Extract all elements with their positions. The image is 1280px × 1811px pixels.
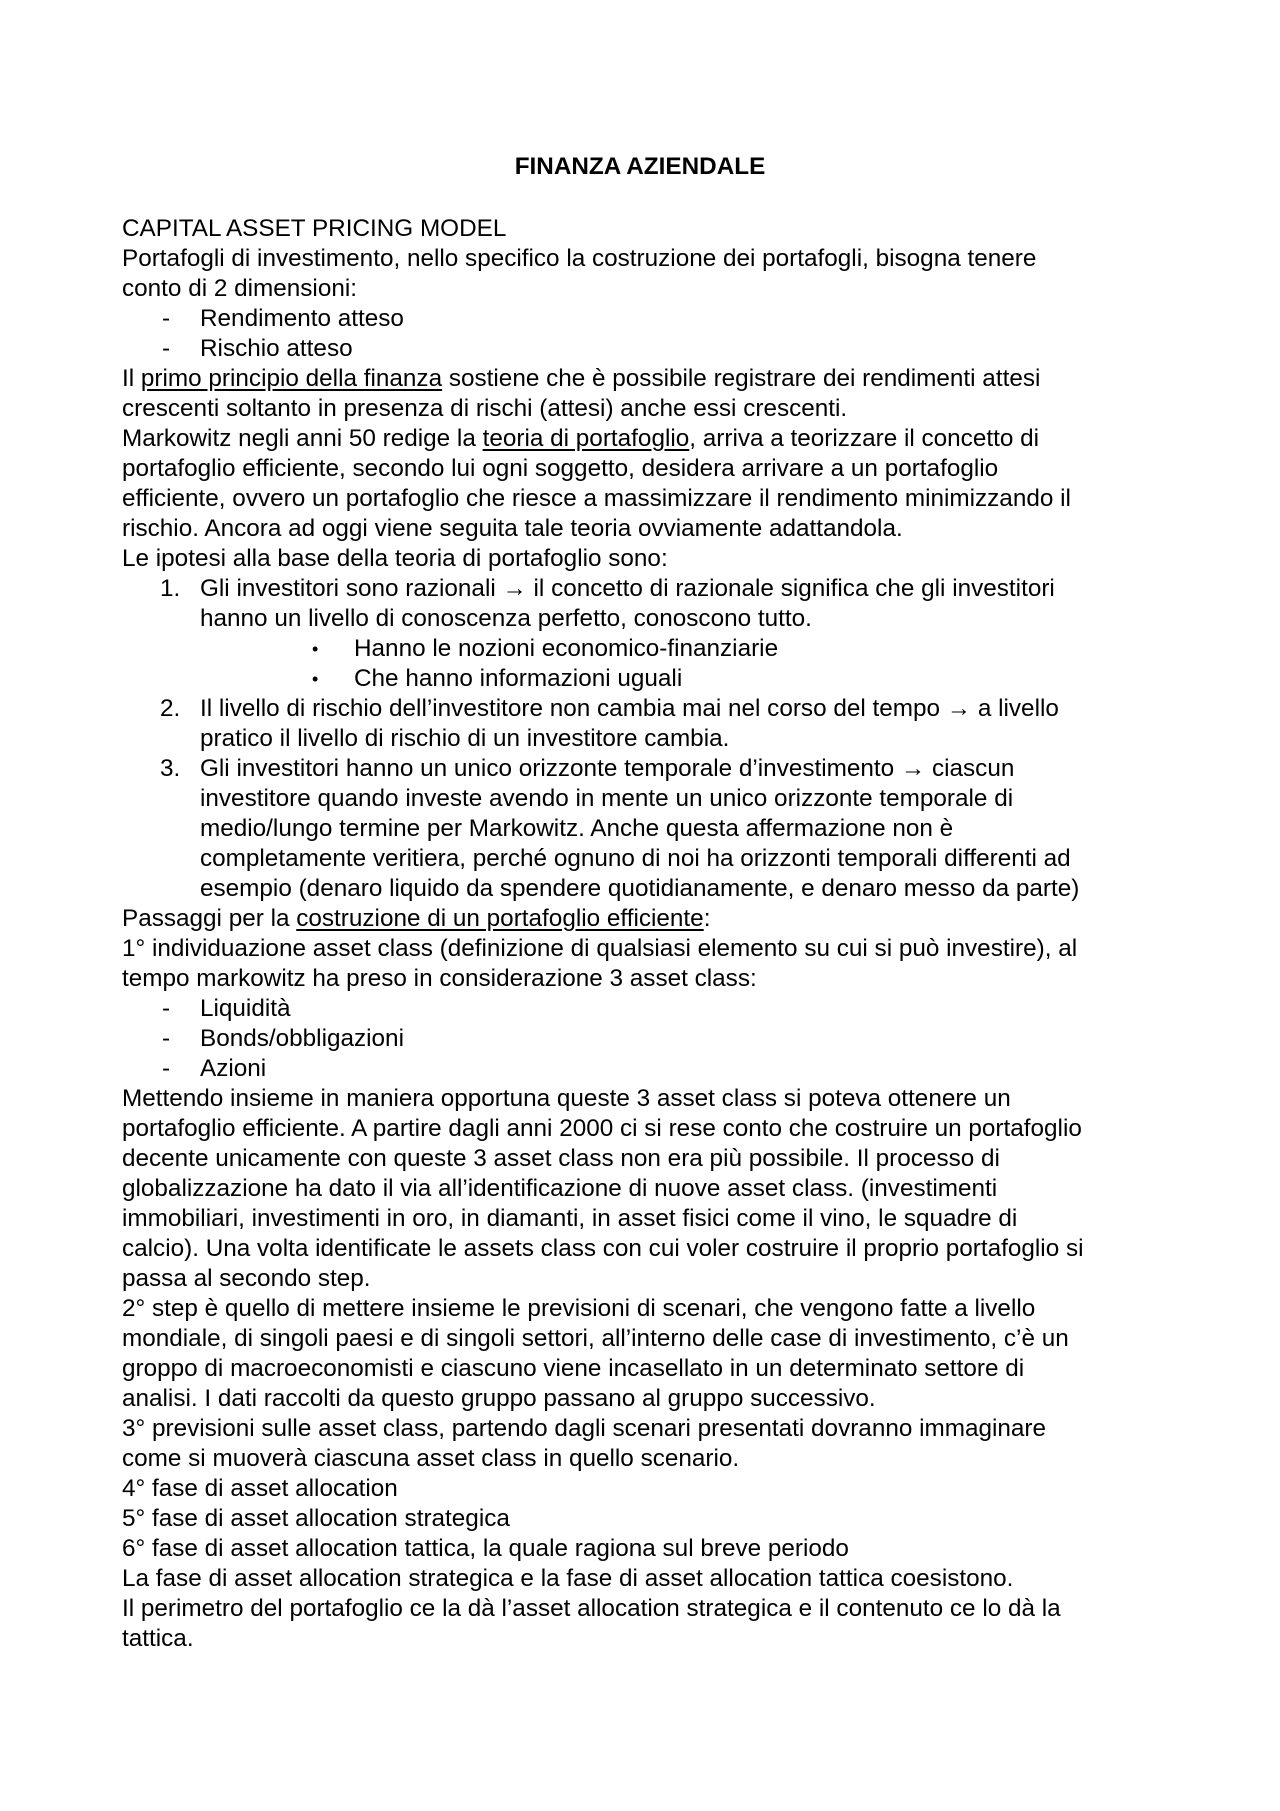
dimension-label: Rendimento atteso [200, 305, 404, 332]
item-continuation: hanno un livello di conoscenza perfetto, conoscono tutto. [200, 605, 812, 632]
text-span: Passaggi per la [122, 905, 297, 932]
intro-line: Portafogli di investimento, nello specifico la costruzione dei portafogli, bisogna tenere [122, 245, 1037, 272]
steps-intro [122, 904, 1182, 934]
dash-marker: - [162, 995, 171, 1022]
step-line: groppo di macroeconomisti e ciascuno viene incasellato in un determinato settore di [122, 1355, 1025, 1382]
paragraph-line: decente unicamente con queste 3 asset class non era più possibile. Il processo di [122, 1145, 1000, 1172]
bullet-text: Hanno le nozioni economico-finanziarie [354, 635, 779, 662]
paragraph-line: globalizzazione ha dato il via all’identificazione di nuove asset class. (investimenti [122, 1175, 998, 1202]
underlined-term: teoria di portafoglio [482, 425, 690, 452]
step-line: 4° fase di asset allocation [122, 1475, 398, 1502]
document-body [122, 214, 1182, 1654]
step-line: 3° previsioni sulle asset class, partendo dagli scenari presentati dovranno immaginare [122, 1415, 1047, 1442]
step-line: 1° individuazione asset class (definizione di qualsiasi elemento su cui si può investire), al [122, 935, 1078, 962]
item-text: Gli investitori hanno un unico orizzonte temporale d’investimento → ciascun [200, 755, 1015, 782]
item-continuation: investitore quando investe avendo in mente un unico orizzonte temporale di [200, 785, 1014, 812]
step-line: 5° fase di asset allocation strategica [122, 1505, 510, 1532]
step-line: mondiale, di singoli paesi e di singoli settori, all’interno delle case di investimento, c’è un [122, 1325, 1069, 1352]
text-span: Markowitz negli anni 50 redige la [122, 425, 483, 452]
dash-marker: - [162, 1025, 171, 1052]
markowitz-line: portafoglio efficiente, secondo lui ogni soggetto, desidera arrivare a un portafoglio [122, 455, 999, 482]
item-number: 1. [160, 575, 181, 602]
closing-line: tattica. [122, 1625, 194, 1652]
asset-class-item [122, 1054, 1182, 1084]
asset-class-item [122, 1024, 1182, 1054]
item-continuation: completamente veritiera, perché ognuno di noi ha orizzonti temporali differenti ad [200, 845, 1071, 872]
paragraph-line: passa al secondo step. [122, 1265, 371, 1292]
principle-line: crescenti soltanto in presenza di rischi (attesi) anche essi crescenti. [122, 395, 848, 422]
paragraph-line: portafoglio efficiente. A partire dagli anni 2000 ci si rese conto che costruire un portafoglio [122, 1115, 1082, 1142]
numbered-item [122, 694, 1182, 724]
step-line: analisi. I dati raccolti da questo gruppo passano al gruppo successivo. [122, 1385, 876, 1412]
closing-line: Il perimetro del portafoglio ce la dà l’asset allocation strategica e il contenuto ce lo dà la [122, 1595, 1061, 1622]
dimension-list-item [122, 334, 1182, 364]
text-span: , arriva a teorizzare il concetto di [689, 425, 1040, 452]
dash-marker: - [162, 1055, 171, 1082]
paragraph-line: Mettendo insieme in maniera opportuna queste 3 asset class si poteva ottenere un [122, 1085, 1011, 1112]
dimension-label: Rischio atteso [200, 335, 353, 362]
underlined-term: primo principio della finanza [140, 365, 443, 392]
bullet-item [122, 664, 1182, 694]
step-line: 6° fase di asset allocation tattica, la quale ragiona sul breve periodo [122, 1535, 849, 1562]
item-number: 3. [160, 755, 181, 782]
bullet-marker: • [312, 669, 319, 689]
step-line: come si muoverà ciascuna asset class in quello scenario. [122, 1445, 740, 1472]
bullet-marker: • [312, 639, 319, 659]
asset-class-label: Bonds/obbligazioni [200, 1025, 404, 1052]
markowitz-line: efficiente, ovvero un portafoglio che riesce a massimizzare il rendimento minimizzando il [122, 485, 1071, 512]
asset-class-item [122, 994, 1182, 1024]
bullet-text: Che hanno informazioni uguali [354, 665, 683, 692]
paragraph-line: immobiliari, investimenti in oro, in diamanti, in asset fisici come il vino, le squadre di [122, 1205, 1018, 1232]
principle-line [122, 364, 1182, 394]
dimension-list-item [122, 304, 1182, 334]
asset-class-label: Liquidità [200, 995, 291, 1022]
underlined-term: costruzione di un portafoglio efficiente [296, 905, 704, 932]
dash-marker: - [162, 335, 171, 362]
section-heading: CAPITAL ASSET PRICING MODEL [122, 215, 507, 242]
item-text: Gli investitori sono razionali → il concetto di razionale significa che gli investitori [200, 575, 1055, 602]
text-span: : [703, 905, 711, 932]
bullet-item [122, 634, 1182, 664]
text-span: Il [122, 365, 141, 392]
dash-marker: - [162, 305, 171, 332]
item-number: 2. [160, 695, 181, 722]
item-continuation: medio/lungo termine per Markowitz. Anche questa affermazione non è [200, 815, 954, 842]
item-text: Il livello di rischio dell’investitore non cambia mai nel corso del tempo → a livello [200, 695, 1059, 722]
asset-class-label: Azioni [200, 1055, 267, 1082]
closing-line: La fase di asset allocation strategica e la fase di asset allocation tattica coesistono. [122, 1565, 1014, 1592]
hypotheses-intro: Le ipotesi alla base della teoria di portafoglio sono: [122, 545, 668, 572]
paragraph-line: calcio). Una volta identificate le assets class con cui voler costruire il proprio portafoglio si [122, 1235, 1084, 1262]
numbered-item [122, 574, 1182, 604]
step-line: 2° step è quello di mettere insieme le previsioni di scenari, che vengono fatte a livello [122, 1295, 1036, 1322]
item-continuation: esempio (denaro liquido da spendere quotidianamente, e denaro messo da parte) [200, 875, 1080, 902]
markowitz-line: rischio. Ancora ad oggi viene seguita tale teoria ovviamente adattandola. [122, 515, 903, 542]
text-span: sostiene che è possibile registrare dei rendimenti attesi [442, 365, 1041, 392]
item-continuation: pratico il livello di rischio di un investitore cambia. [200, 725, 730, 752]
document-title: FINANZA AZIENDALE [514, 153, 766, 180]
intro-line: conto di 2 dimensioni: [122, 275, 358, 302]
numbered-item [122, 754, 1182, 784]
markowitz-line [122, 424, 1182, 454]
step-line: tempo markowitz ha preso in considerazione 3 asset class: [122, 965, 757, 992]
